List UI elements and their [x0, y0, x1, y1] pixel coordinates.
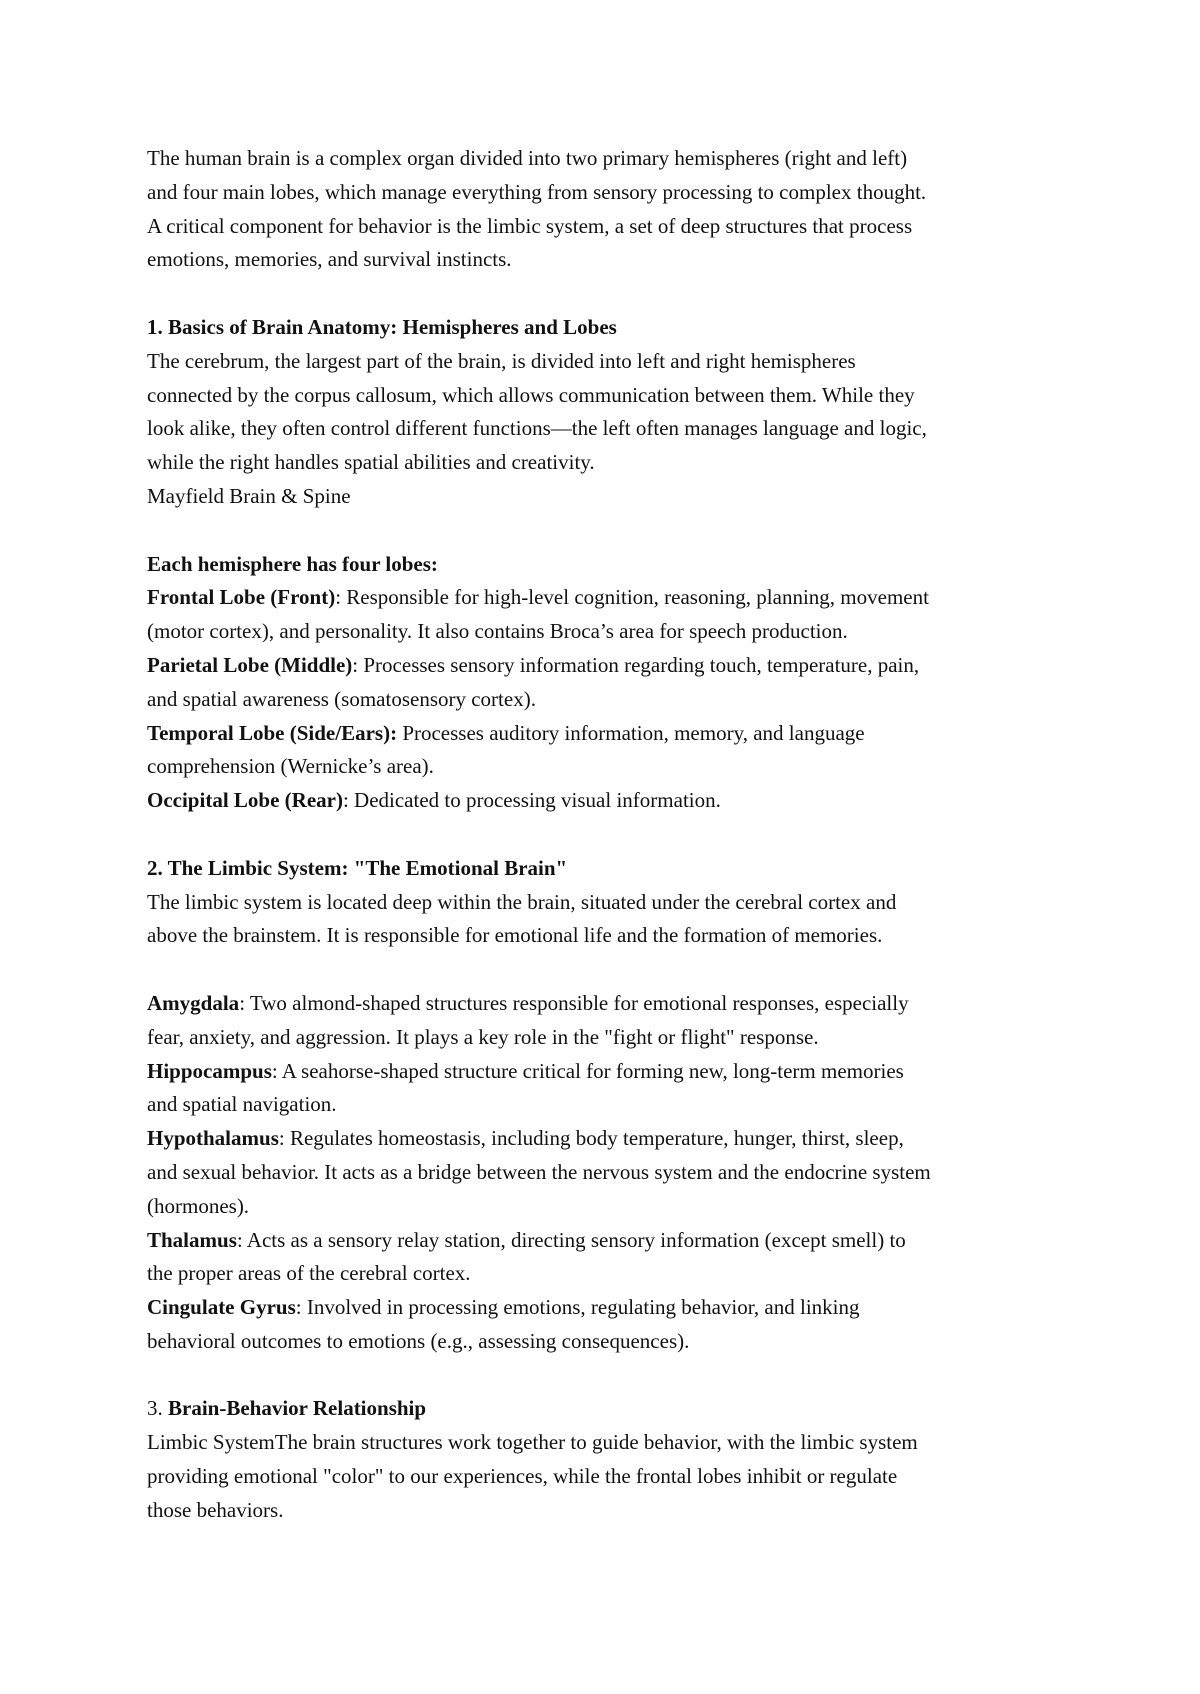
text-line: connected by the corpus callosum, which allows communication between them. While they: [147, 382, 915, 407]
text-line: comprehension (Wernicke’s area).: [147, 754, 434, 779]
text-line: Limbic SystemThe brain structures work together to guide behavior, with the limbic system: [147, 1430, 918, 1455]
text-line: above the brainstem. It is responsible for emotional life and the formation of memories.: [147, 923, 883, 948]
text-line: providing emotional "color" to our experiences, while the frontal lobes inhibit or regulate: [147, 1464, 898, 1489]
section-limbic: [147, 852, 1077, 1359]
text-line: The limbic system is located deep within the brain, situated under the cerebral cortex and: [147, 889, 897, 914]
thalamus-item: [147, 1224, 1077, 1258]
text-line: and sexual behavior. It acts as a bridge between the nervous system and the endocrine system: [147, 1159, 931, 1184]
intro-paragraph: [147, 142, 1077, 277]
term-label: Hypothalamus: [147, 1126, 279, 1151]
text-line: fear, anxiety, and aggression. It plays a key role in the "fight or flight" response.: [147, 1024, 819, 1049]
term-text: : Responsible for high-level cognition, reasoning, planning, movement: [335, 585, 929, 610]
text-line: (motor cortex), and personality. It also contains Broca’s area for speech production.: [147, 619, 848, 644]
term-label: Thalamus: [147, 1227, 237, 1252]
term-label: Frontal Lobe (Front): [147, 585, 336, 610]
term-text: : Regulates homeostasis, including body temperature, hunger, thirst, sleep,: [278, 1126, 904, 1151]
term-text: : Processes sensory information regarding touch, temperature, pain,: [352, 652, 920, 677]
occipital-lobe-item: [147, 784, 1077, 818]
term-text: : A seahorse-shaped structure critical for forming new, long-term memories: [271, 1058, 904, 1083]
lobes-heading: Each hemisphere has four lobes:: [147, 551, 438, 576]
term-label: Occipital Lobe (Rear): [147, 788, 343, 813]
term-text: : Dedicated to processing visual information.: [342, 788, 721, 813]
term-label: Cingulate Gyrus: [147, 1295, 296, 1320]
text-line: emotions, memories, and survival instincts.: [147, 247, 512, 272]
text-line: The human brain is a complex organ divided into two primary hemispheres (right and left): [147, 146, 908, 170]
section-heading: 2. The Limbic System: "The Emotional Brain": [147, 855, 568, 880]
term-label: Parietal Lobe (Middle): [147, 652, 353, 677]
section-anatomy: [147, 311, 1077, 818]
cingulate-gyrus-item: [147, 1291, 1077, 1325]
term-label: Hippocampus: [147, 1058, 272, 1083]
term-label: Temporal Lobe (Side/Ears):: [147, 720, 398, 745]
text-line: and spatial navigation.: [147, 1092, 337, 1117]
parietal-lobe-item: [147, 649, 1077, 683]
text-line: and spatial awareness (somatosensory cortex).: [147, 686, 536, 711]
hippocampus-item: [147, 1055, 1077, 1089]
section-number: 3.: [147, 1396, 168, 1421]
frontal-lobe-item: [147, 581, 1077, 615]
text-line: look alike, they often control different functions—the left often manages language and logic,: [147, 416, 927, 441]
text-line: those behaviors.: [147, 1497, 284, 1522]
text-line: while the right handles spatial abilities and creativity.: [147, 450, 595, 475]
section-heading: 1. Basics of Brain Anatomy: Hemispheres and Lobes: [147, 314, 617, 339]
text-line: A critical component for behavior is the limbic system, a set of deep structures that process: [147, 213, 913, 238]
hypothalamus-item: [147, 1122, 1077, 1156]
section-brain-behavior: [147, 1392, 1077, 1527]
term-text: : Acts as a sensory relay station, directing sensory information (except smell) to: [236, 1227, 906, 1252]
term-text: : Involved in processing emotions, regulating behavior, and linking: [295, 1295, 860, 1320]
text-line: (hormones).: [147, 1193, 250, 1218]
text-line: and four main lobes, which manage everything from sensory processing to complex thought.: [147, 179, 927, 204]
text-line: The cerebrum, the largest part of the brain, is divided into left and right hemispheres: [147, 348, 856, 373]
text-line: behavioral outcomes to emotions (e.g., assessing consequences).: [147, 1328, 690, 1353]
term-text: : Two almond-shaped structures responsible for emotional responses, especially: [239, 990, 909, 1015]
source-citation: Mayfield Brain & Spine: [147, 483, 351, 508]
section-heading: Brain-Behavior Relationship: [168, 1396, 427, 1421]
text-line: the proper areas of the cerebral cortex.: [147, 1261, 471, 1286]
temporal-lobe-item: [147, 717, 1077, 751]
term-label: Amygdala: [147, 990, 240, 1015]
term-text: Processes auditory information, memory, and language: [397, 720, 865, 745]
document-page: [147, 142, 1077, 1528]
amygdala-item: [147, 987, 1077, 1021]
